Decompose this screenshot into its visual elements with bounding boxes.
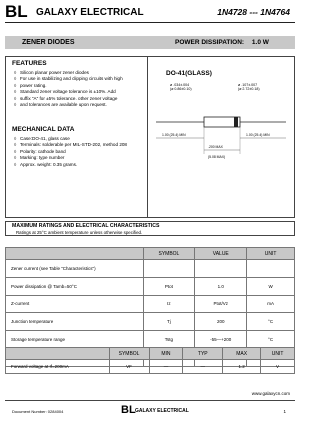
list-item: ◊ and tolerances are available upon request.: [14, 102, 146, 108]
footer-company: GALAXY ELECTRICAL: [135, 408, 189, 414]
mechanical-list: [14, 136, 146, 168]
footer-rule: [5, 400, 295, 401]
param-cell: Storage temperature range: [6, 331, 144, 349]
table-header-row: [6, 348, 295, 360]
symbol-cell: Tj: [143, 313, 195, 331]
product-title: ZENER DIODES: [22, 39, 75, 46]
ratings-title: MAXIMUM RATINGS AND ELECTRICAL CHARACTERISTICS: [12, 223, 160, 229]
power-label: POWER DISSIPATION:: [175, 39, 245, 46]
list-item: ◊ Terminals: solderable per MIL-STD-202, method 208: [14, 142, 146, 148]
header-cell: MIN: [149, 348, 183, 360]
header-cell: VALUE: [195, 248, 247, 260]
list-item: ◊ Polarity: cathode band: [14, 149, 146, 155]
header-cell: UNIT: [247, 248, 295, 260]
header-cell: SYMBOL: [109, 348, 149, 360]
value-cell: 1.0: [195, 277, 247, 295]
document-number: Document Number: 0284004: [12, 409, 64, 414]
header-cell: UNIT: [261, 348, 295, 360]
dim-body-length: .200 MAX: [208, 145, 223, 149]
value-cell: Ptot/Vz: [195, 295, 247, 313]
param-cell: Forward voltage at If=200mA: [6, 360, 110, 374]
features-heading: FEATURES: [12, 60, 47, 67]
symbol-cell: VF: [109, 360, 149, 374]
table-row: [6, 277, 295, 295]
param-cell: Z-current: [6, 295, 144, 313]
symbol-cell: Ptot: [143, 277, 195, 295]
power-value: 1.0 W: [251, 39, 269, 46]
dim-lead-bot: (ø 0.86±0.10): [170, 87, 192, 91]
footer-logo: BL: [121, 404, 136, 416]
unit-cell: °C: [247, 313, 295, 331]
header-cell: MAX: [223, 348, 261, 360]
table-row: [6, 295, 295, 313]
list-item: ◊ For use in stabilizing and clipping circuits with high: [14, 76, 146, 82]
list-item: ◊ Standard zener voltage tolerance is ±10%. Add: [14, 89, 146, 95]
list-item: ◊ Marking: type number: [14, 155, 146, 161]
unit-cell: °C: [247, 331, 295, 349]
package-outline-drawing: [150, 78, 292, 178]
header-rule: [5, 22, 295, 23]
dim-length-left: 1.00 (25.4) MIN: [162, 133, 186, 137]
company-name: GALAXY ELECTRICAL: [36, 7, 144, 18]
page-number: 1: [283, 409, 286, 414]
ratings-note: Ratings at 25°C ambient temperature unless otherwise specified.: [16, 230, 143, 235]
logo-bl: BL: [5, 2, 28, 21]
forward-voltage-table: [5, 347, 295, 374]
list-item: ◊ Approx. weight: 0.35 grams.: [14, 162, 146, 168]
package-title: DO-41(GLASS): [166, 70, 212, 77]
symbol-cell: [143, 260, 195, 278]
mechanical-heading: MECHANICAL DATA: [12, 126, 75, 133]
dim-body-bot: (ø 2.72±0.18): [238, 87, 260, 91]
min-cell: —: [149, 360, 183, 374]
unit-cell: W: [247, 277, 295, 295]
header-cell: SYMBOL: [143, 248, 195, 260]
part-number-range: 1N4728 --- 1N4764: [217, 7, 290, 17]
dim-body-length-mm: (5.08 MAX): [208, 155, 226, 159]
list-item: ◊ Case:DO-41, glass case: [14, 136, 146, 142]
dim-lead-top: ø .034±.004: [170, 83, 190, 87]
value-cell: -55—+200: [195, 331, 247, 349]
table-row: [6, 260, 295, 278]
header-cell: [6, 348, 110, 360]
power-dissipation: [175, 39, 269, 47]
list-item: ◊ suffix "A" for ±5% tolerance. other zener voltage: [14, 96, 146, 102]
unit-cell: [247, 260, 295, 278]
dim-body-top: ø .107±.007: [238, 83, 258, 87]
table-row: [6, 331, 295, 349]
value-cell: [195, 260, 247, 278]
panel-divider: [147, 56, 148, 218]
dim-length-right: 1.00 (25.4) MIN: [246, 133, 270, 137]
list-item: ◊ power rating.: [14, 83, 146, 89]
table-header-row: [6, 248, 295, 260]
param-cell: Zener current (see Table "Characteristics"): [6, 260, 144, 278]
param-cell: Power dissipation @ Tamb=50°C: [6, 277, 144, 295]
features-list: [14, 70, 146, 108]
table-row: [6, 313, 295, 331]
typ-cell: —: [183, 360, 223, 374]
unit-cell: V: [261, 360, 295, 374]
unit-cell: mA: [247, 295, 295, 313]
header-cell: [6, 248, 144, 260]
max-cell: 1.2: [223, 360, 261, 374]
value-cell: 200: [195, 313, 247, 331]
symbol-cell: Iz: [143, 295, 195, 313]
list-item: ◊ Silicon planar power zener diodes: [14, 70, 146, 76]
table-row: [6, 360, 295, 374]
header-cell: TYP: [183, 348, 223, 360]
param-cell: Junction temperature: [6, 313, 144, 331]
website-link[interactable]: www.galaxycn.com: [251, 391, 290, 396]
symbol-cell: Tstg: [143, 331, 195, 349]
